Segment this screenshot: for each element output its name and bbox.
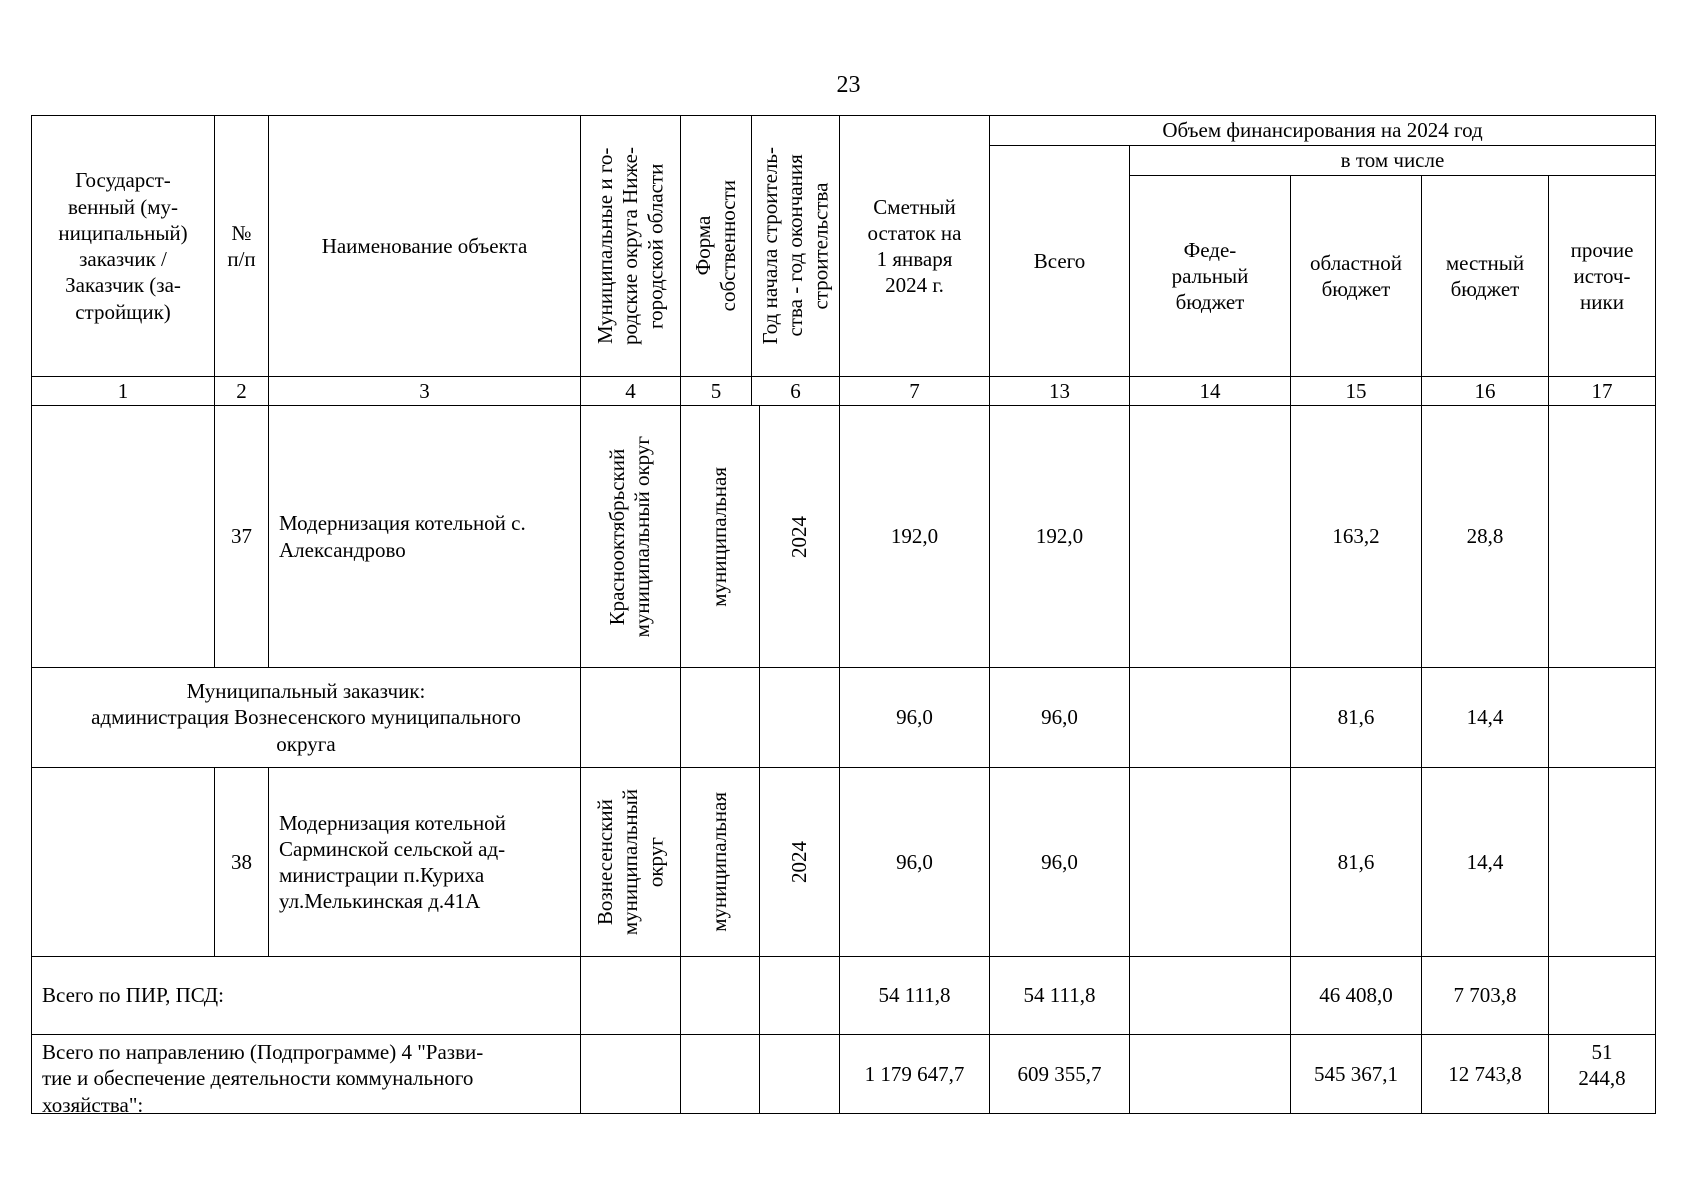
total-direction-label: Всего по направлению (Подпрограмме) 4 "Разви- тие и обеспечение деятельности коммунального хозяйства": [31, 1034, 581, 1114]
column-number-16: 16 [1421, 376, 1549, 406]
customer-voznesensk-local: 14,4 [1421, 667, 1549, 768]
customer-voznesensk-municipality [580, 667, 681, 768]
header-years-text: Год начала строитель- ства - год окончания строительства [757, 147, 833, 345]
total-direction-ownership [680, 1034, 760, 1114]
total-direction-estimated: 1 179 647,7 [839, 1034, 990, 1114]
row38-municipality [580, 767, 681, 957]
row38-number: 38 [214, 767, 269, 957]
header-number: № п/п [214, 115, 269, 377]
total-pir-other [1548, 956, 1656, 1035]
total-pir-ownership [680, 956, 760, 1035]
header-customer: Государст- венный (му- ниципальный) заказчик / Заказчик (за- стройщик) [31, 115, 215, 377]
row37-total: 192,0 [989, 405, 1130, 668]
row38-regional: 81,6 [1290, 767, 1422, 957]
column-number-17: 17 [1548, 376, 1656, 406]
total-direction-total: 609 355,7 [989, 1034, 1130, 1114]
total-pir-municipality [580, 956, 681, 1035]
financing-table [31, 115, 1656, 1117]
header-total: Всего [989, 145, 1130, 377]
row37-federal [1129, 405, 1291, 668]
column-number-3: 3 [268, 376, 581, 406]
row37-municipality-text: Краснооктябрьский муниципальный округ [605, 435, 655, 638]
customer-voznesensk-other [1548, 667, 1656, 768]
total-direction-federal [1129, 1034, 1291, 1114]
row38-object-name: Модернизация котельной Сарминской сельской ад- министрации п.Куриха ул.Мелькинская д.41А [268, 767, 581, 957]
header-estimated-balance: Сметный остаток на 1 января 2024 г. [839, 115, 990, 377]
row37-municipality [580, 405, 681, 668]
total-pir-local: 7 703,8 [1421, 956, 1549, 1035]
column-number-2: 2 [214, 376, 269, 406]
header-ownership [680, 115, 752, 377]
row37-customer [31, 405, 215, 668]
customer-voznesensk-ownership [680, 667, 760, 768]
row37-year-text: 2024 [786, 515, 811, 558]
row37-number: 37 [214, 405, 269, 668]
header-municipality [580, 115, 681, 377]
header-financing-group: Объем финансирования на 2024 год [989, 115, 1656, 146]
customer-voznesensk-year [759, 667, 840, 768]
total-pir-year [759, 956, 840, 1035]
row37-estimated: 192,0 [839, 405, 990, 668]
total-pir-estimated: 54 111,8 [839, 956, 990, 1035]
total-direction-municipality [580, 1034, 681, 1114]
customer-voznesensk-estimated: 96,0 [839, 667, 990, 768]
header-other: прочие источ- ники [1548, 175, 1656, 377]
row38-year-text: 2024 [786, 841, 811, 883]
header-years [751, 115, 840, 377]
row38-federal [1129, 767, 1291, 957]
row37-other [1548, 405, 1656, 668]
total-pir-total: 54 111,8 [989, 956, 1130, 1035]
row37-ownership-text: муниципальная [707, 466, 732, 607]
customer-voznesensk-label: Муниципальный заказчик: администрация Вознесенского муниципального округа [31, 667, 581, 768]
row38-local: 14,4 [1421, 767, 1549, 957]
column-number-6: 6 [751, 376, 840, 406]
column-number-5: 5 [680, 376, 752, 406]
customer-voznesensk-total: 96,0 [989, 667, 1130, 768]
row38-other [1548, 767, 1656, 957]
column-number-1: 1 [31, 376, 215, 406]
customer-voznesensk-regional: 81,6 [1290, 667, 1422, 768]
column-number-7: 7 [839, 376, 990, 406]
total-direction-other: 51 244,8 [1548, 1034, 1656, 1114]
row37-object-name: Модернизация котельной с. Александрово [268, 405, 581, 668]
header-local: местный бюджет [1421, 175, 1549, 377]
row38-ownership-text: муниципальная [707, 792, 732, 932]
row37-regional: 163,2 [1290, 405, 1422, 668]
column-number-14: 14 [1129, 376, 1291, 406]
row38-ownership [680, 767, 760, 957]
column-number-15: 15 [1290, 376, 1422, 406]
row37-local: 28,8 [1421, 405, 1549, 668]
total-pir-regional: 46 408,0 [1290, 956, 1422, 1035]
row38-customer [31, 767, 215, 957]
row38-year [759, 767, 840, 957]
header-municipality-text: Муниципальные и го- родские округа Ниже- городской области [592, 147, 668, 345]
row38-municipality-text: Вознесенский муниципальный округ [592, 788, 668, 936]
header-regional: областной бюджет [1290, 175, 1422, 377]
header-including: в том числе [1129, 145, 1656, 176]
row38-total: 96,0 [989, 767, 1130, 957]
header-ownership-text: Форма собственности [690, 180, 740, 312]
column-number-4: 4 [580, 376, 681, 406]
total-pir-federal [1129, 956, 1291, 1035]
page-number: 23 [836, 72, 861, 98]
header-federal: Феде- ральный бюджет [1129, 175, 1291, 377]
row37-ownership [680, 405, 760, 668]
header-object-name: Наименование объекта [268, 115, 581, 377]
total-direction-year [759, 1034, 840, 1114]
customer-voznesensk-federal [1129, 667, 1291, 768]
total-pir-label: Всего по ПИР, ПСД: [31, 956, 581, 1035]
column-number-13: 13 [989, 376, 1130, 406]
total-direction-regional: 545 367,1 [1290, 1034, 1422, 1114]
total-direction-local: 12 743,8 [1421, 1034, 1549, 1114]
row37-year [759, 405, 840, 668]
row38-estimated: 96,0 [839, 767, 990, 957]
